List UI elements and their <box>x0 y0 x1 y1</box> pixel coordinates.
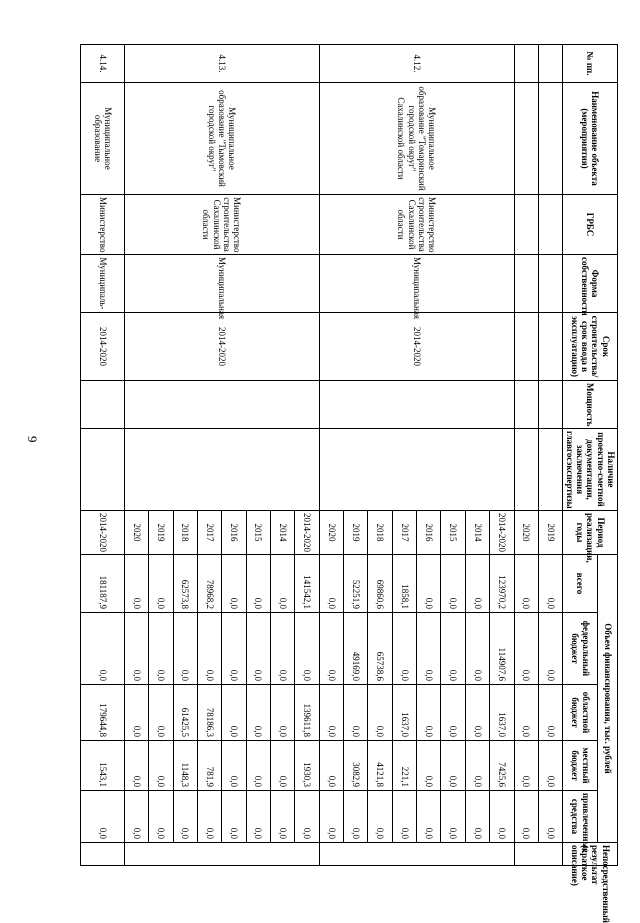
row-number: 4.14. <box>81 45 125 83</box>
local-cell: 221,1 <box>392 741 416 791</box>
year-cell: 2014 <box>465 511 489 555</box>
attracted-cell: 0,0 <box>222 791 246 843</box>
year-cell: 2016 <box>222 511 246 555</box>
federal-cell: 0,0 <box>124 613 148 685</box>
docs-cell <box>319 429 514 511</box>
table-row <box>514 45 538 866</box>
year-cell: 2017 <box>392 511 416 555</box>
empty-cell <box>514 195 538 255</box>
year-cell: 2020 <box>124 511 148 555</box>
regional-cell: 179644,8 <box>81 685 125 741</box>
empty-cell <box>538 83 562 195</box>
header-federal: федеральный бюджет <box>563 613 598 685</box>
federal-cell: 0,0 <box>173 613 197 685</box>
local-cell: 7425,6 <box>490 741 514 791</box>
header-docs: Наличие проектно-сметной документации, заключения главгосэкспертизы <box>563 429 618 511</box>
federal-cell: 0,0 <box>465 613 489 685</box>
capacity-cell <box>124 381 319 429</box>
federal-cell: 0,0 <box>417 613 441 685</box>
grbs-cell: Министерство <box>81 195 125 255</box>
federal-cell: 0,0 <box>270 613 294 685</box>
header-regional: областной бюджет <box>563 685 598 741</box>
ownership-form: Муниципальная <box>319 255 514 313</box>
result-cell <box>124 843 319 866</box>
total-cell: 0,0 <box>465 555 489 613</box>
total-cell: 0,0 <box>124 555 148 613</box>
attracted-cell: 0,0 <box>368 791 392 843</box>
empty-cell <box>538 429 562 511</box>
attracted-cell: 0,0 <box>81 791 125 843</box>
ownership-form: Муниципальная <box>124 255 319 313</box>
total-cell: 0,0 <box>514 555 538 613</box>
empty-cell <box>538 313 562 381</box>
empty-cell <box>538 195 562 255</box>
federal-cell: 0,0 <box>441 613 465 685</box>
header-attracted: привлеченные средства <box>563 791 598 843</box>
empty-cell <box>514 381 538 429</box>
regional-cell: 0,0 <box>270 685 294 741</box>
financing-table <box>80 44 618 923</box>
regional-cell: 0,0 <box>344 685 368 741</box>
regional-cell: 0,0 <box>222 685 246 741</box>
local-cell: 0,0 <box>246 741 270 791</box>
total-cell: 181187,9 <box>81 555 125 613</box>
local-cell: 1930,3 <box>295 741 319 791</box>
empty-cell <box>514 429 538 511</box>
regional-cell: 0,0 <box>465 685 489 741</box>
regional-cell: 0,0 <box>246 685 270 741</box>
year-cell: 2019 <box>538 511 562 555</box>
attracted-cell: 0,0 <box>465 791 489 843</box>
capacity-cell <box>81 381 125 429</box>
year-cell: 2015 <box>441 511 465 555</box>
table-row <box>295 45 319 866</box>
capacity-cell <box>319 381 514 429</box>
total-cell: 0,0 <box>222 555 246 613</box>
total-cell: 0,0 <box>441 555 465 613</box>
regional-cell: 0,0 <box>441 685 465 741</box>
local-cell: 0,0 <box>222 741 246 791</box>
page-number: 9 <box>25 436 40 443</box>
regional-cell: 0,0 <box>149 685 173 741</box>
federal-cell: 65738,6 <box>368 613 392 685</box>
empty-cell <box>538 45 562 83</box>
local-cell: 0,0 <box>124 741 148 791</box>
federal-cell: 49169,0 <box>344 613 368 685</box>
federal-cell: 0,0 <box>392 613 416 685</box>
total-cell: 52251,9 <box>344 555 368 613</box>
attracted-cell: 0,0 <box>124 791 148 843</box>
year-cell: 2017 <box>197 511 221 555</box>
federal-cell: 0,0 <box>319 613 343 685</box>
construction-term: 2014-2020 <box>81 313 125 381</box>
table-row <box>538 45 562 866</box>
header-result: Непосредственный результат (краткое описание) <box>563 843 618 866</box>
empty-cell <box>514 45 538 83</box>
result-cell <box>81 843 125 866</box>
local-cell: 0,0 <box>417 741 441 791</box>
object-name: Муниципальное образование "Тымовский городской округ" <box>124 83 319 195</box>
attracted-cell: 0,0 <box>149 791 173 843</box>
empty-cell <box>538 381 562 429</box>
header-capacity: Мощность <box>563 381 618 429</box>
local-cell: 1543,1 <box>81 741 125 791</box>
regional-cell: 0,0 <box>538 685 562 741</box>
grbs-cell: Министерство строительства Сахалинской области <box>319 195 514 255</box>
regional-cell: 0,0 <box>514 685 538 741</box>
row-number: 4.13. <box>124 45 319 83</box>
regional-cell: 0,0 <box>319 685 343 741</box>
empty-cell <box>514 313 538 381</box>
regional-cell: 78186,3 <box>197 685 221 741</box>
header-period: Период реализации, годы <box>563 511 618 555</box>
federal-cell: 0,0 <box>538 613 562 685</box>
total-cell: 0,0 <box>538 555 562 613</box>
attracted-cell: 0,0 <box>295 791 319 843</box>
attracted-cell: 0,0 <box>441 791 465 843</box>
local-cell: 3082,9 <box>344 741 368 791</box>
year-cell: 2014 <box>270 511 294 555</box>
attracted-cell: 0,0 <box>246 791 270 843</box>
year-cell: 2016 <box>417 511 441 555</box>
construction-term: 2014-2020 <box>124 313 319 381</box>
attracted-cell: 0,0 <box>417 791 441 843</box>
federal-cell: 0,0 <box>197 613 221 685</box>
federal-cell: 0,0 <box>246 613 270 685</box>
header-name: Наименование объекта (мероприятия) <box>563 83 618 195</box>
header-form: Форма собственности <box>563 255 618 313</box>
federal-cell: 0,0 <box>149 613 173 685</box>
empty-cell <box>538 255 562 313</box>
header-term: Срок строительства/срок ввода в эксплуатацию) <box>563 313 618 381</box>
empty-cell <box>514 83 538 195</box>
attracted-cell: 0,0 <box>173 791 197 843</box>
object-name: Муниципальное образование <box>81 83 125 195</box>
federal-cell: 0,0 <box>514 613 538 685</box>
local-cell: 781,9 <box>197 741 221 791</box>
year-cell: 2019 <box>149 511 173 555</box>
attracted-cell: 0,0 <box>538 791 562 843</box>
year-cell: 2014-2020 <box>490 511 514 555</box>
federal-cell: 0,0 <box>81 613 125 685</box>
year-cell: 2020 <box>514 511 538 555</box>
regional-cell: 1637,0 <box>392 685 416 741</box>
federal-cell: 0,0 <box>222 613 246 685</box>
total-cell: 0,0 <box>417 555 441 613</box>
header-total: всего <box>563 555 598 613</box>
year-cell: 2020 <box>319 511 343 555</box>
docs-cell <box>81 429 125 511</box>
total-cell: 0,0 <box>319 555 343 613</box>
total-cell: 0,0 <box>149 555 173 613</box>
local-cell: 1148,3 <box>173 741 197 791</box>
year-cell: 2018 <box>368 511 392 555</box>
regional-cell: 139611,8 <box>295 685 319 741</box>
regional-cell: 0,0 <box>368 685 392 741</box>
header-finance: Объем финансирования, тыс. рублей <box>598 555 618 843</box>
regional-cell: 0,0 <box>417 685 441 741</box>
empty-cell <box>514 255 538 313</box>
table-row <box>490 45 514 866</box>
total-cell: 141542,1 <box>295 555 319 613</box>
local-cell: 0,0 <box>270 741 294 791</box>
federal-cell: 0,0 <box>295 613 319 685</box>
local-cell: 0,0 <box>465 741 489 791</box>
attracted-cell: 0,0 <box>392 791 416 843</box>
year-cell: 2015 <box>246 511 270 555</box>
row-number: 4.12. <box>319 45 514 83</box>
object-name: Муниципальное образование "Томаринский городской округ" Сахалинской области <box>319 83 514 195</box>
year-cell: 2018 <box>173 511 197 555</box>
result-cell <box>319 843 514 866</box>
total-cell: 78968,2 <box>197 555 221 613</box>
year-cell: 2014-2020 <box>81 511 125 555</box>
total-cell: 123970,2 <box>490 555 514 613</box>
local-cell: 0,0 <box>514 741 538 791</box>
total-cell: 0,0 <box>246 555 270 613</box>
header-no: № пп. <box>563 45 618 83</box>
local-cell: 4121,8 <box>368 741 392 791</box>
total-cell: 62573,8 <box>173 555 197 613</box>
table-body <box>81 45 563 866</box>
construction-term: 2014-2020 <box>319 313 514 381</box>
attracted-cell: 0,0 <box>319 791 343 843</box>
attracted-cell: 0,0 <box>514 791 538 843</box>
attracted-cell: 0,0 <box>197 791 221 843</box>
regional-cell: 1637,0 <box>490 685 514 741</box>
header-grbs: ГРБС <box>563 195 618 255</box>
local-cell: 0,0 <box>149 741 173 791</box>
grbs-cell: Министерство строительства Сахалинской области <box>124 195 319 255</box>
federal-cell: 114907,6 <box>490 613 514 685</box>
regional-cell: 61425,5 <box>173 685 197 741</box>
local-cell: 0,0 <box>319 741 343 791</box>
year-cell: 2014-2020 <box>295 511 319 555</box>
local-cell: 0,0 <box>441 741 465 791</box>
regional-cell: 0,0 <box>124 685 148 741</box>
year-cell: 2019 <box>344 511 368 555</box>
total-cell: 69860,6 <box>368 555 392 613</box>
header-local: местный бюджет <box>563 741 598 791</box>
local-cell: 0,0 <box>538 741 562 791</box>
docs-cell <box>124 429 319 511</box>
attracted-cell: 0,0 <box>344 791 368 843</box>
result-cell <box>514 843 563 866</box>
attracted-cell: 0,0 <box>490 791 514 843</box>
table-row <box>81 45 125 866</box>
total-cell: 1858,1 <box>392 555 416 613</box>
attracted-cell: 0,0 <box>270 791 294 843</box>
ownership-form: Муниципаль- <box>81 255 125 313</box>
rotated-page <box>92 44 618 923</box>
total-cell: 0,0 <box>270 555 294 613</box>
